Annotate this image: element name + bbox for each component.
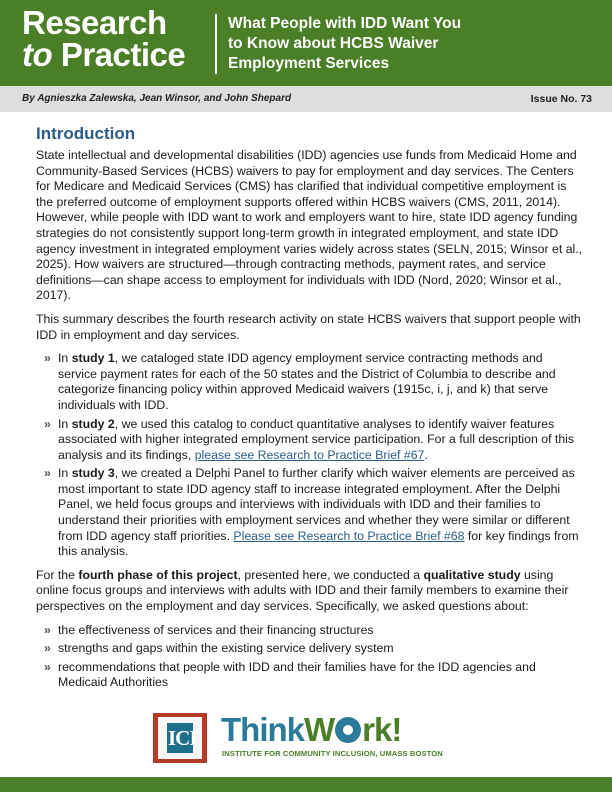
logo-rk: rk <box>362 711 392 748</box>
bullet-icon: » <box>44 416 51 431</box>
text-run: for key findings from this analysis. <box>58 528 579 559</box>
header-divider <box>215 14 217 74</box>
title-line: to Know about HCBS Waiver <box>228 35 439 52</box>
bullet-icon: » <box>44 641 51 656</box>
emphasis: qualitative study <box>423 567 521 582</box>
question-text: recommendations that people with IDD and their families have for the IDD agencies and Medicaid Authorities <box>58 659 536 690</box>
gear-icon <box>335 717 361 743</box>
question-text: the effectiveness of services and their financing structures <box>58 622 374 637</box>
document-title <box>228 14 598 74</box>
emphasis: fourth phase of this project <box>78 567 238 582</box>
list-item <box>36 623 584 639</box>
studies-list <box>36 351 584 560</box>
brand-line1: Research <box>22 4 167 41</box>
header-banner <box>0 0 612 86</box>
study-label: study 2 <box>71 416 115 431</box>
text-run: For the <box>36 567 79 582</box>
logo-think: Think <box>221 711 304 748</box>
title-line: Employment Services <box>228 55 390 72</box>
brief-67-link[interactable]: please see Research to Practice Brief #67 <box>194 447 425 462</box>
research-to-practice-logo <box>22 4 186 73</box>
brief-68-link[interactable]: Please see Research to Practice Brief #68 <box>233 528 465 543</box>
ici-logo <box>153 713 207 763</box>
list-item <box>36 641 584 657</box>
study-label: study 1 <box>71 351 115 366</box>
list-item <box>36 351 584 413</box>
bullet-icon: » <box>44 351 51 366</box>
text-run: using online focus groups and interviews with adults with IDD and their family members to examine their perspectives on the employment and day services. Specifically, we asked questions about: <box>36 567 569 614</box>
text-run: In <box>58 416 72 431</box>
section-heading-introduction: Introduction <box>36 124 136 143</box>
logo-w: W <box>304 711 335 748</box>
footer-logos <box>153 713 473 763</box>
institute-name: INSTITUTE FOR COMMUNITY INCLUSION, UMASS BOSTON <box>222 749 443 758</box>
thinkwork-logo <box>221 711 401 749</box>
bullet-icon: » <box>44 466 51 481</box>
text-run: , we created a Delphi Panel to further clarify which waiver elements are perceived as most important to state IDD agency staff to increase integrated employment. After the Delphi Panel, we held focus groups and interviews with individuals with IDD and their families to understand their priorities with employment services and whether they were similar or different from IDD agency staff priorities. <box>58 466 575 543</box>
logo-bang: ! <box>391 711 402 748</box>
list-item <box>36 660 584 691</box>
issue-number: Issue No. 73 <box>530 93 592 105</box>
title-line: What People with IDD Want You <box>228 15 462 32</box>
byline-bar <box>0 86 612 112</box>
footer-bar <box>0 777 612 792</box>
main-content <box>36 124 584 699</box>
text-run: , we cataloged state IDD agency employment service contracting methods and service payment rates for each of the 50 states and the District of Columbia to describe and categorize financing policy within approved Medicaid waivers (1915c, i, j, and k) that serve individuals with IDD. <box>58 351 556 412</box>
text-run: In <box>58 351 72 366</box>
list-item <box>36 466 584 560</box>
brand-practice: Practice <box>60 35 186 73</box>
bullet-icon: » <box>44 659 51 674</box>
brand-to: to <box>22 35 53 73</box>
list-item <box>36 417 584 464</box>
brand-line2 <box>22 35 186 73</box>
questions-list <box>36 623 584 691</box>
question-text: strengths and gaps within the existing service delivery system <box>58 641 394 656</box>
text-run: , we used this catalog to conduct quantitative analyses to identify waiver features associated with higher integrated employment service participation. For a full description of this analysis and its findings, <box>58 416 575 462</box>
text-run: . <box>424 447 428 462</box>
summary-paragraph: This summary describes the fourth research activity on state HCBS waivers that support people with IDD in employment and day services. <box>36 311 581 342</box>
phase-paragraph <box>36 568 584 615</box>
text-run: , presented here, we conducted a <box>237 567 424 582</box>
text-run: In <box>58 466 72 481</box>
study-label: study 3 <box>71 466 115 481</box>
ici-letters: ICI <box>168 726 197 750</box>
bullet-icon: » <box>44 622 51 637</box>
authors: By Agnieszka Zalewska, Jean Winsor, and John Shepard <box>22 93 292 104</box>
intro-paragraph: State intellectual and developmental disabilities (IDD) agencies use funds from Medicaid Home and Community-Based Services (HCBS) waivers to pay for employment and day services. The Centers for Medicare and Medicaid Services (CMS) has clarified that individual competitive employment is the preferred outcome of employment supports offered within HCBS waivers (CMS, 2011, 2014). However, while people with IDD want to work and employers want to hire, state IDD agency funding strategies do not consistently support long-term growth in integrated employment, and state IDD agency investment in integrated employment varies widely across states (SELN, 2015; Winsor et al., 2025). How waivers are structured—through contracting methods, payment rates, and service definitions—can shape access to employment for individuals with IDD (Nord, 2020; Winsor et al., 2017). <box>36 148 583 303</box>
